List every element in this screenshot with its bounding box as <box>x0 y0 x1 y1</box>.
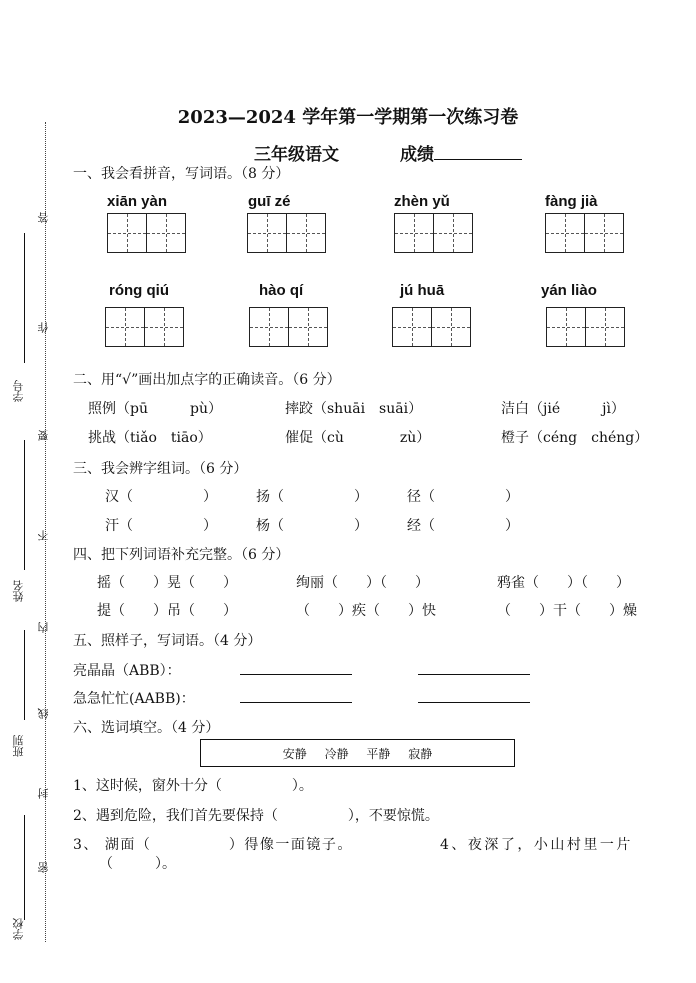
school-line <box>24 815 25 920</box>
class-label: 班别 <box>12 735 25 757</box>
page-title: 2023—2024 学年第一学期第一次练习卷 <box>177 107 519 128</box>
grade-subject: 三年级语文 <box>254 145 339 165</box>
score-blank[interactable] <box>434 143 522 160</box>
char-group-item[interactable]: 径（ ） <box>407 489 519 505</box>
char-group-item[interactable]: 汉（ ） <box>105 489 217 505</box>
char-group-item[interactable]: 杨（ ） <box>256 518 368 534</box>
answer-line[interactable] <box>418 702 530 703</box>
section-2-heading: 二、用“√”画出加点字的正确读音。（6 分） <box>73 372 341 388</box>
pinyin-label: jú huā <box>400 282 445 299</box>
reading-item[interactable]: 挑战（tiǎo tiāo） <box>88 430 212 446</box>
seal-char: 作 <box>37 322 50 333</box>
section-4-heading: 四、把下列词语补充完整。（6 分） <box>73 547 290 563</box>
fill-question-1[interactable]: 1、这时候，窗外十分（ ）。 <box>73 778 313 794</box>
school-label: 学校 <box>12 918 25 940</box>
section-3-heading: 三、我会辨字组词。（6 分） <box>73 461 248 477</box>
pinyin-label: zhèn yǔ <box>394 193 450 210</box>
example-abb-label: 亮晶晶（ABB）： <box>73 663 181 679</box>
char-group-item[interactable]: 扬（ ） <box>256 489 368 505</box>
tianzige-box[interactable] <box>249 307 328 347</box>
tianzige-box[interactable] <box>107 213 186 253</box>
fill-question-4[interactable]: 4、夜深了，小山村里一片 <box>440 837 633 853</box>
fill-question-3[interactable]: 3、 湖面（ ）得像一面镜子。 <box>73 837 353 853</box>
fill-question-2[interactable]: 2、遇到危险，我们首先要保持（ ），不要惊慌。 <box>73 808 439 824</box>
class-line <box>24 630 25 720</box>
pinyin-label: xiān yàn <box>107 193 168 210</box>
reading-item[interactable]: 照例（pū pù） <box>88 401 222 417</box>
name-line <box>24 440 25 570</box>
seal-char: 线 <box>37 708 50 719</box>
name-label: 姓名 <box>12 580 25 602</box>
seal-char: 不 <box>37 530 50 541</box>
tianzige-box[interactable] <box>392 307 471 347</box>
completion-item[interactable]: 鸦雀（ ）（ ） <box>497 575 630 591</box>
pinyin-label: fàng jià <box>545 193 598 210</box>
seal-char: 封 <box>37 788 50 799</box>
score-label: 成绩 <box>400 145 434 165</box>
tianzige-box[interactable] <box>394 213 473 253</box>
tianzige-box[interactable] <box>545 213 624 253</box>
seal-char: 内 <box>37 622 50 633</box>
reading-item[interactable]: 洁白（jié jì） <box>501 401 625 417</box>
student-number-label: 学号 <box>12 380 25 402</box>
tianzige-box[interactable] <box>546 307 625 347</box>
section-5-heading: 五、照样子，写词语。（4 分） <box>73 633 262 649</box>
completion-item[interactable]: 绚丽（ ）（ ） <box>296 575 429 591</box>
section-6-heading: 六、选词填空。（4 分） <box>73 720 220 736</box>
pinyin-label: róng qiú <box>109 282 169 299</box>
char-group-item[interactable]: 汗（ ） <box>105 518 217 534</box>
pinyin-label: guī zé <box>248 193 291 210</box>
pinyin-label: hào qí <box>259 282 304 299</box>
tianzige-box[interactable] <box>247 213 326 253</box>
completion-item[interactable]: （ ）疾（ ）快 <box>296 603 436 619</box>
seal-char: 密 <box>37 862 50 873</box>
score-field <box>400 140 522 165</box>
student-number-line <box>24 233 25 363</box>
section-1-heading: 一、我会看拼音，写词语。（8 分） <box>73 166 290 182</box>
fill-question-4-blank[interactable]: （ ）。 <box>99 856 176 872</box>
seal-char: 要 <box>37 430 50 441</box>
completion-item[interactable]: 提（ ）吊（ ） <box>97 603 237 619</box>
reading-item[interactable]: 橙子（céng chéng） <box>501 430 649 446</box>
example-aabb-label: 急急忙忙(AABB)： <box>73 691 195 707</box>
pinyin-label: yán liào <box>541 282 597 299</box>
tianzige-box[interactable] <box>105 307 184 347</box>
char-group-item[interactable]: 经（ ） <box>407 518 519 534</box>
word-bank-box: 安静 冷静 平静 寂静 <box>200 739 515 767</box>
completion-item[interactable]: 摇（ ）晃（ ） <box>97 575 237 591</box>
seal-char: 答 <box>37 212 50 223</box>
answer-line[interactable] <box>240 702 352 703</box>
completion-item[interactable]: （ ）干（ ）燥 <box>497 603 637 619</box>
answer-line[interactable] <box>418 674 530 675</box>
answer-line[interactable] <box>240 674 352 675</box>
reading-item[interactable]: 摔跤（shuāi suāi） <box>285 401 423 417</box>
reading-item[interactable]: 催促（cù zù） <box>285 430 431 446</box>
